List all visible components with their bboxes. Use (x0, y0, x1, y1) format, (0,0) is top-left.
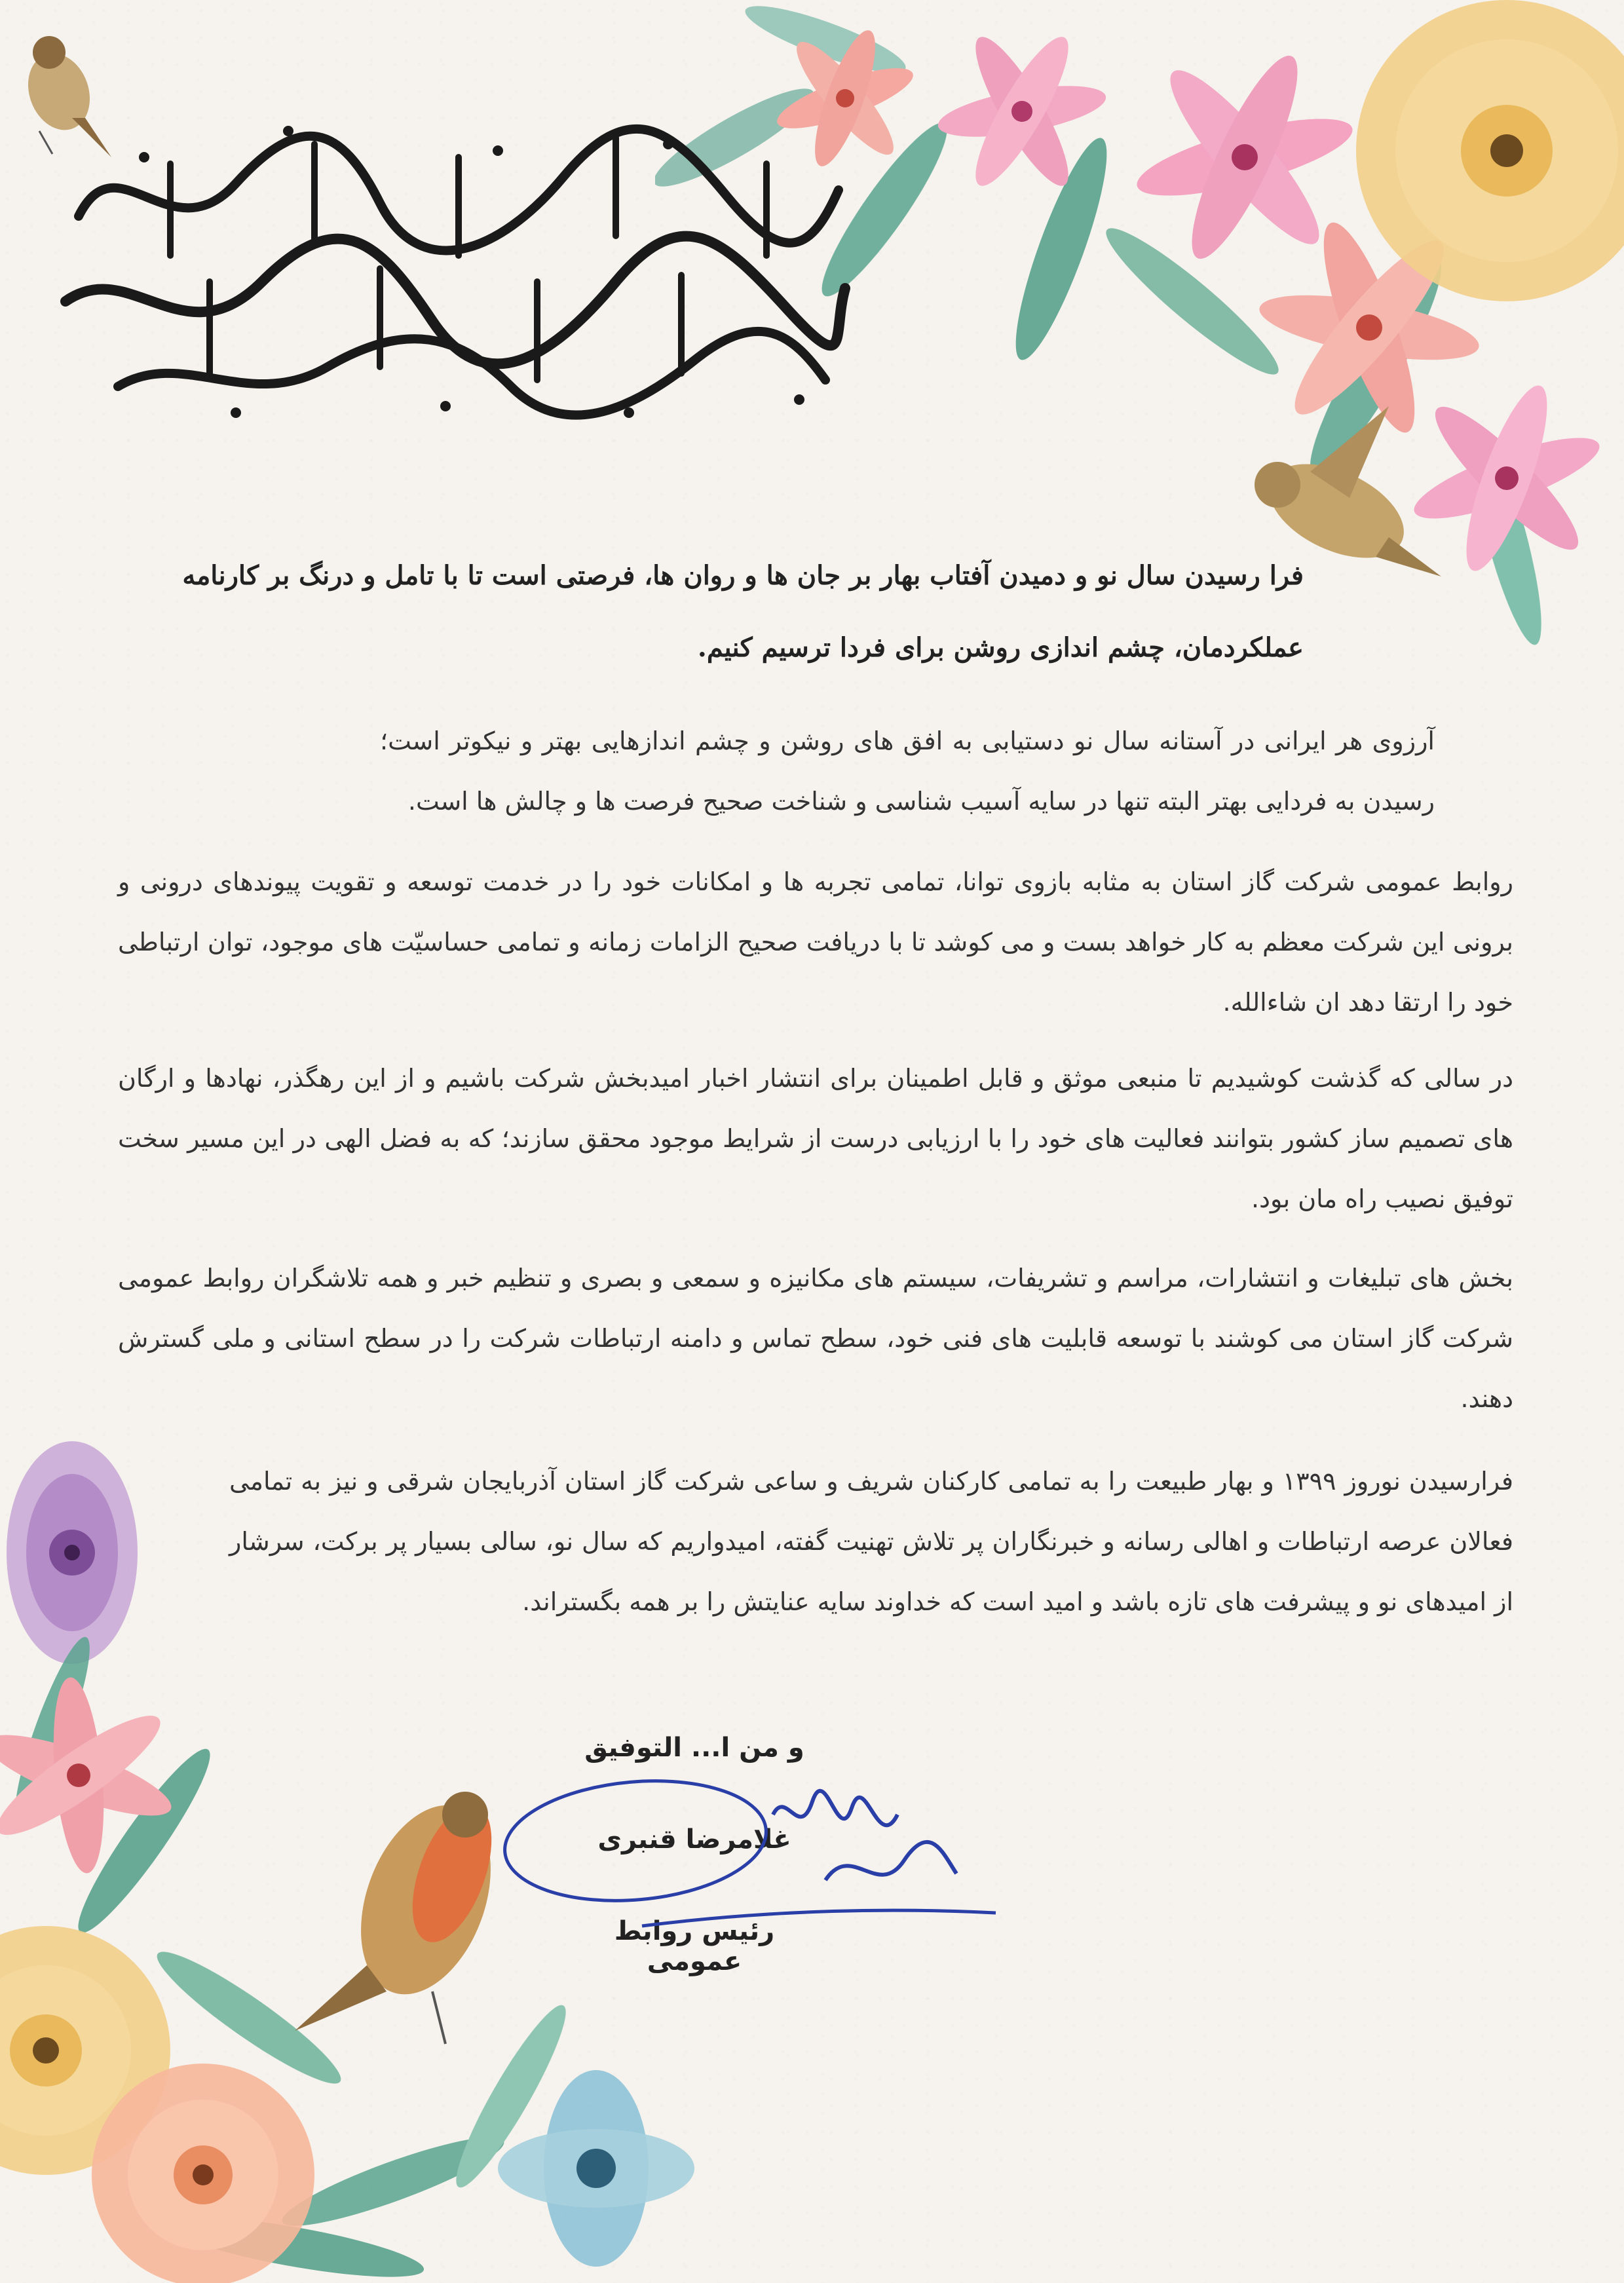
yellow-flower-top (1356, 0, 1624, 301)
peach-flower-bottom (92, 2064, 314, 2283)
paragraph-2: روابط عمومی شرکت گاز استان به مثابه بازوی توانا، تمامی تجربه ها و امکانات خود را در خدمت توسعه و تقویت پیوندهای درونی و برونی این شرکت معظم به کار خواهد بست و می کوشد تا با دریافت صحیح الزامات زمانه و تمامی حساسیّت های موجود، توان ارتباطی خود را ارتقا دهد ان شاءالله. (118, 867, 1513, 1017)
signer-name: غلامرضا قنبری (597, 1824, 791, 1855)
intro-line-2: عملکردمان، چشم اندازی روشن برای فردا ترسیم کنیم. (697, 632, 1304, 663)
signer-title: رئیس روابط عمومی (614, 1916, 775, 1976)
closing-phrase: و من ا... التوفیق (584, 1733, 804, 1763)
paragraph-4: بخش های تبلیغات و انتشارات، مراسم و تشریفات، سیستم های مکانیزه و سمعی و بصری و تنظیم خبر و همه تلاشگران روابط عمومی شرکت گاز استان می کوشند با توسعه قابلیت های فنی خود، سطح تماس و دامنه ارتباطات شرکت را در سطح استانی و ملی گسترش دهند. (118, 1264, 1513, 1413)
paragraph-3: در سالی که گذشت کوشیدیم تا منبعی موثق و قابل اطمینان برای انتشار اخبار امیدبخش شرکت باشیم و از این رهگذر، نهادها و ارگان های تصمیم ساز کشور بتوانند فعالیت های خود را با ارزیابی درست از شرایط موجود محقق سازند؛ که به فضل الهی در این مسیر سخت توفیق نصیب راه مان بود. (118, 1064, 1513, 1213)
bottom-floral-decoration (0, 1625, 721, 2283)
bird-bottom (295, 1787, 515, 2044)
intro-line-1: فرا رسیدن سال نو و دمیدن آفتاب بهار بر جان ها و روان ها، فرصتی است تا با تامل و درنگ بر کارنامه (182, 560, 1304, 591)
calligraphy-prayer (39, 85, 852, 426)
paragraph-5: فرارسیدن نوروز ۱۳۹۹ و بهار طبیعت را به تمامی کارکنان شریف و ساعی شرکت گاز استان آذربایجان شرقی و نیز به تمامی فعالان عرصه ارتباطات و اهالی رسانه و خبرنگاران پر تلاش تهنیت گفته، امیدواریم که سال نو، سالی بسیار پر برکت، سرشار از امیدهای نو و پیشرفت های تازه باشد و امید است که خداوند سایه عنایتش را بر همه بگستراند. (229, 1467, 1513, 1616)
paragraph-1: آرزوی هر ایرانی در آستانه سال نو دستیابی به افق های روشن و چشم اندازهایی بهتر و نیکوتر است؛ رسیدن به فردایی بهتر البته تنها در سایه آسیب شناسی و شناخت صحیح فرصت ها و چالش ها است. (380, 726, 1435, 816)
